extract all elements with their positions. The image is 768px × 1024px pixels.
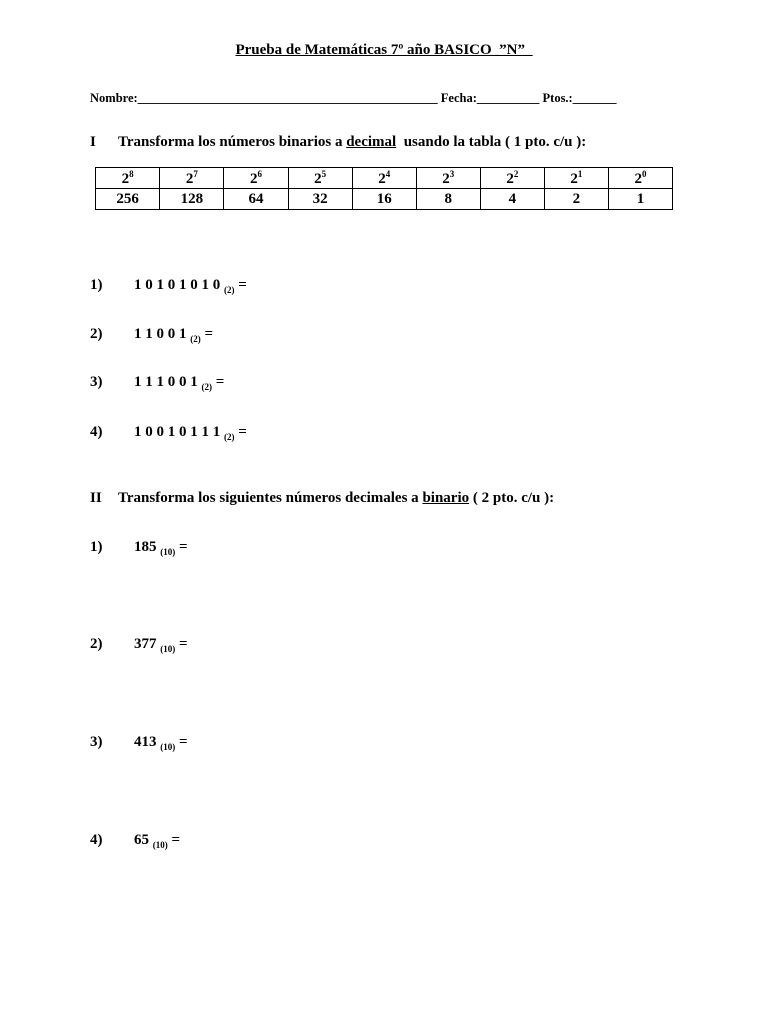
table-cell-value: 256	[96, 189, 160, 210]
question-value: 65	[134, 832, 149, 848]
decimal-question-4	[90, 832, 180, 850]
question-number: 2)	[90, 636, 103, 652]
section-1-underlined: decimal	[346, 134, 397, 150]
section-2-text-after: ( 2 pto. c/u ):	[469, 490, 555, 506]
binary-question-2	[90, 326, 213, 344]
decimal-question-3	[90, 734, 188, 752]
table-cell-power: $2^3$	[416, 168, 480, 189]
table-cell-value: 64	[224, 189, 288, 210]
table-cell-power: $2^2$	[480, 168, 544, 189]
question-base: (2)	[190, 334, 201, 344]
question-number: 1)	[90, 277, 103, 293]
question-value: 1 0 1 0 1 0 1 0	[134, 277, 221, 293]
table-cell-power: $2^5$	[288, 168, 352, 189]
question-number: 3)	[90, 374, 103, 390]
binary-question-4	[90, 424, 247, 442]
table-cell-power: $2^0$	[608, 168, 672, 189]
table-cell-value: 32	[288, 189, 352, 210]
question-equals: =	[175, 734, 188, 750]
section-2-underlined: binario	[422, 490, 470, 506]
question-value: 377	[134, 636, 157, 652]
question-equals: =	[167, 832, 181, 848]
table-cell-power: $2^6$	[224, 168, 288, 189]
question-equals: =	[212, 374, 225, 390]
question-equals: =	[175, 636, 188, 652]
question-base: (2)	[224, 432, 235, 442]
table-cell-value: 128	[160, 189, 224, 210]
table-cell-value: 2	[544, 189, 608, 210]
question-number: 4)	[90, 832, 103, 848]
table-cell-power: $2^7$	[160, 168, 224, 189]
question-value: 413	[134, 734, 157, 750]
question-value: 1 1 1 0 0 1	[134, 374, 198, 390]
binary-question-1	[90, 277, 247, 295]
binary-question-3	[90, 374, 224, 392]
question-base: (2)	[201, 382, 212, 392]
table-row-powers	[96, 168, 673, 189]
question-number: 1)	[90, 539, 103, 555]
question-number: 4)	[90, 424, 103, 440]
table-cell-value: 16	[352, 189, 416, 210]
question-number: 2)	[90, 326, 103, 342]
page-title-text: Prueba de Matemáticas 7º año BASICO_”N”_	[235, 42, 533, 58]
question-base: (2)	[224, 285, 235, 295]
table-cell-power: $2^1$	[544, 168, 608, 189]
question-base: (10)	[160, 742, 176, 752]
question-base: (10)	[160, 644, 176, 654]
table-cell-value: 4	[480, 189, 544, 210]
question-number: 3)	[90, 734, 103, 750]
section-1-text-before: Transforma los números binarios a	[118, 134, 347, 150]
section-2-roman: II	[90, 490, 102, 506]
question-value: 1 0 0 1 0 1 1 1	[134, 424, 221, 440]
decimal-question-2	[90, 636, 188, 654]
student-info-line: Nombre:________________________________________________ Fecha:__________ Ptos.:_______	[90, 91, 617, 105]
question-equals: =	[234, 424, 247, 440]
question-value: 1 1 0 0 1	[134, 326, 187, 342]
section-1-roman: I	[90, 134, 96, 150]
powers-of-two-table	[95, 167, 673, 210]
question-value: 185	[134, 539, 157, 555]
section-1-heading	[90, 134, 586, 151]
page-title	[0, 42, 768, 59]
table-cell-power: $2^4$	[352, 168, 416, 189]
table-cell-value: 1	[608, 189, 672, 210]
table-cell-value: 8	[416, 189, 480, 210]
question-base: (10)	[152, 840, 168, 850]
question-equals: =	[234, 277, 247, 293]
section-1-text-after: usando la tabla ( 1 pto. c/u ):	[396, 134, 587, 150]
decimal-question-1	[90, 539, 188, 557]
question-base: (10)	[160, 547, 176, 557]
table-cell-power: $2^8$	[96, 168, 160, 189]
table-row-values	[96, 189, 673, 210]
question-equals: =	[200, 326, 214, 342]
section-2-heading	[90, 490, 554, 507]
section-2-text-before: Transforma los siguientes números decimales a	[118, 490, 423, 506]
question-equals: =	[175, 539, 188, 555]
